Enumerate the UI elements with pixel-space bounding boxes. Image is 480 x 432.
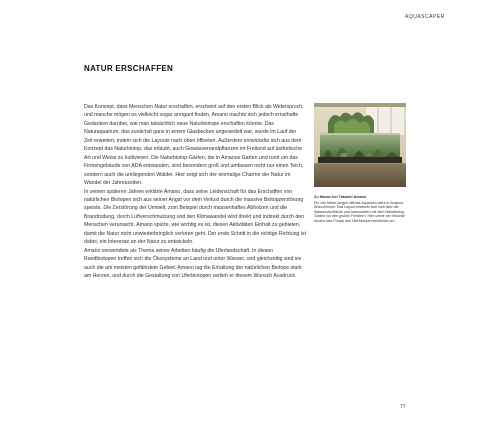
aquarium-photo [314,103,406,187]
section-tag: AQUASCAPER [405,14,445,20]
aquarium-photo-illustration [314,103,406,187]
page-title: NATUR ERSCHAFFEN [84,64,174,73]
article-body [84,103,306,281]
paragraph: Amano verwendete als Thema seiner Arbeiten häufig die Uferlandschaft. In diesen Randbiotopen treffen sich die Ökosysteme an Land und unter Wasser, und gleichzeitig sind sie auch die am meisten gefährdete Gebiet. Amano lag die Erhaltung der natürlichen Biotope stark am Herzen, und durch die Gestaltung von Uferbiotopen verlieh er diesem Wunsch Ausdruck. [84,247,302,280]
figure-caption [314,195,406,224]
page-number: 77 [400,404,406,410]
caption-title: Zu Hause bei Takashi Amano [314,195,367,199]
paragraph: Das Konzept, dass Menschen Natur erschaffen, erscheint auf den ersten Blick als Widerspruch, und manche mögen es vielleicht sogar arrogant finden. Amano machte sich jedoch ernsthafte Gedanken darüber, wie man tatsächlich neue Naturbiotope erschaffen könnte. Das Naturaquarium, das zunächst ganz in einem Glasbecken angesiedelt war, wurde im Lauf der Zeit erweitert, indem sich die Layouts nach oben öffneten. Außerdem entwickelte sich aus dem Konzept das Naturbiotop, das erlaubt, auch Gewässerrandpflanzen im Freiland auf ästhetische Art und Weise zu kultivieren. Die Naturbiotop-Gärten, die in Amanos Garten und rund um das Firmengebäude von ADA entstanden, sind besonders groß und umfassen nicht nur einen Teich, sondern auch die umliegenden Wälder. Hier zeigt sich der einmalige Charme der Natur im Wandel der Jahreszeiten. [84,104,304,187]
caption-text: Ein vier Meter langes offenes Aquarium dient in Amanos Wohnzimmer. Das Layout erstreckt sich weit über die Wasseroberfläche und harmonisiert mit dem Naturbiotop-Garten vor den großen Fenstern. Hier setzte der Visionär Amano das Prinzip des Uferbiotops meisterlich um. [314,200,406,223]
paragraph: In seinen späteren Jahren erklärte Amano, dass seine Leidenschaft für das Erschaffen von natürlichen Biotopen sich aus seiner Angst vor dem Verlust durch die massive Biotopzerstörung speiste. Die Zerstörung der Umwelt, zum Beispiel durch massenhaftes Abholzen und die Brandrodung, durch Luftverschmutzung und den Klimawandel wird direkt und indirekt durch den Menschen verursacht. Amano spürte, wie wichtig es ist, diesen Aktivitäten Einhalt zu gebieten, damit die Natur nicht unwiederbringlich verloren geht. Der erste Schritt in die richtige Richtung ist dabei, ein Interesse an der Natur zu entwickeln. [84,188,307,246]
